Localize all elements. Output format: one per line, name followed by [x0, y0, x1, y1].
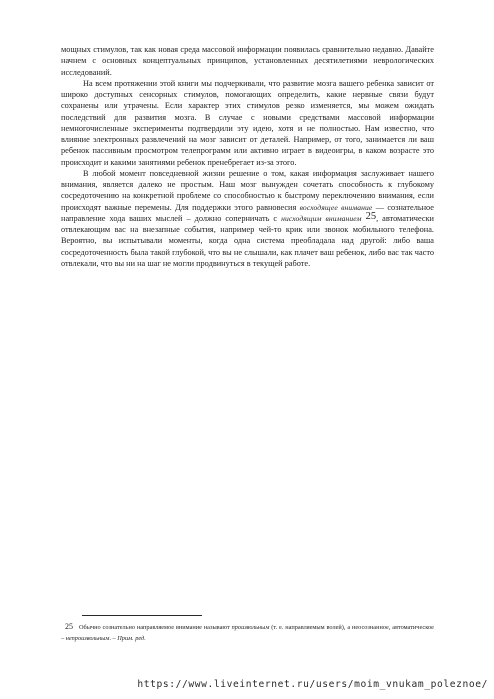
footnote-text [61, 621, 434, 644]
term-top-down-attention: нисходящим вниманием [281, 213, 362, 223]
footnote-text-c: . – [109, 635, 118, 642]
paragraph-3-text-a: В любой момент повседневной жизни решение о том, какая информация заслуживает нашего внимания, является далеко не простым. Наш мозг вынужден сочетать способность к глубокому сосредоточению на конкретной проблеме со способностью к быстрому переключению внимания, если происходят важные перемены. Для поддержки этого равновесия [61, 168, 434, 212]
body-text [61, 44, 434, 269]
paragraph-1: мощных стимулов, так как новая среда массовой информации появилась сравнительно недавно. Давайте начнем с основных концептуальных принципов, установленных десятилетиями неврологических исследований. [61, 45, 434, 77]
footnote-ref[interactable]: 25 [365, 210, 377, 222]
paragraph-2: На всем протяжении этой книги мы подчеркивали, что развитие мозга вашего ребенка зависит от широко доступных сенсорных стимулов, помогающих определить, какие нервные связи будут сохранены или утрачены. Если характер этих стимулов резко изменяется, мы можем ожидать последствий для развития мозга. В случае с новыми средствами массовой информации немногочисленные эксперименты подтвердили эту идею, хотя и не полностью. Нам известно, что влияние электронных развлечений на мозг зависит от деталей. Например, от того, занимается ли ваш ребенок пассивным просмотром телепрограмм или активно играет в видеоигры, в каком возрасте это происходит и какими занятиями ребенок пренебрегает из-за этого. [61, 78, 434, 167]
footnote-divider [82, 615, 202, 616]
paragraph-3-text-b: — сознательное направление хода ваших мыслей – должно соперничать с [61, 202, 434, 223]
paragraph-3 [61, 168, 434, 269]
footnote-term-involuntary: непроизвольным [65, 635, 110, 642]
footnote-number: 25 [65, 622, 73, 631]
source-watermark: https://www.liveinternet.ru/users/moim_vnukam_poleznoe/ [137, 679, 488, 690]
footnote [61, 621, 434, 644]
editor-note: Прим. ред. [117, 635, 146, 642]
footnote-term-voluntary: произвольным [231, 624, 270, 631]
footnote-text-b: (т. е. направляемым волей), а неосознанное, автоматическое – [61, 624, 434, 642]
footnote-text-a: Обычно сознательно направляемое внимание называют [79, 624, 232, 631]
term-bottom-up-attention: восходящее внимание [299, 202, 373, 212]
paragraph-3-text-c: , автоматически отвлекающим вас на внезапные события, например чей-то крик или звонок мобильного телефона. Вероятно, вы испытывали моменты, когда одна система преобладала над другой: либо ваша сосредоточенность была такой глубокой, что вы не слышали, как плачет ваш ребенок, либо вас так часто отвлекали, что вы ни на шаг не могли продвинуться в текущей работе. [61, 213, 435, 268]
